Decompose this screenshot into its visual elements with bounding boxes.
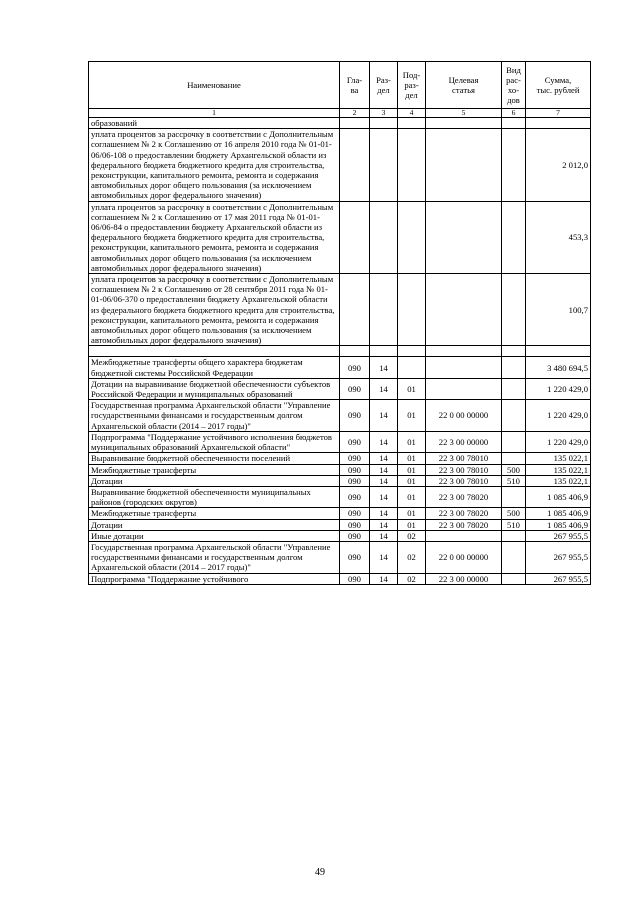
cell-subsection: 01 bbox=[398, 400, 426, 432]
table-row bbox=[89, 530, 591, 541]
cell-chapter: 090 bbox=[340, 541, 370, 573]
cell-target-article bbox=[426, 201, 502, 273]
cell-target-article: 22 3 00 78020 bbox=[426, 519, 502, 530]
cell-chapter bbox=[340, 201, 370, 273]
cell-name: Государственная программа Архангельской области "Управление государственными финансами и государственным долгом Архангельской области (2014 – 2017 годы)" bbox=[89, 541, 340, 573]
cell-amount: 1 220 429,0 bbox=[526, 431, 591, 452]
cell-section: 14 bbox=[370, 486, 398, 507]
cell-target-article bbox=[426, 129, 502, 201]
cell-name: Дотации на выравнивание бюджетной обеспеченности субъектов Российской Федерации и муниципальных образований bbox=[89, 378, 340, 399]
cell-chapter bbox=[340, 346, 370, 357]
cell-name: Межбюджетные трансферты bbox=[89, 508, 340, 519]
cell-chapter: 090 bbox=[340, 357, 370, 378]
cell-target-article: 22 3 00 78010 bbox=[426, 475, 502, 486]
cell-expense-type bbox=[502, 573, 526, 584]
table-row bbox=[89, 573, 591, 584]
cell-chapter: 090 bbox=[340, 508, 370, 519]
cell-section: 14 bbox=[370, 464, 398, 475]
cell-chapter: 090 bbox=[340, 464, 370, 475]
table-header bbox=[89, 62, 591, 118]
cell-target-article bbox=[426, 346, 502, 357]
cell-amount: 267 955,5 bbox=[526, 530, 591, 541]
cell-section: 14 bbox=[370, 431, 398, 452]
cell-subsection: 01 bbox=[398, 508, 426, 519]
cell-name: уплата процентов за рассрочку в соответствии с Дополнительным соглашением № 2 к Соглашению от 16 апреля 2010 года № 01-01-06/06-108 о предоставлении бюджету Архангельской области из федерального бюджета бюджетного кредита для строительства, реконструкции, капитального ремонта, ремонта и содержания автомобильных дорог общего пользования (за исключением автомобильных дорог федерального значения) bbox=[89, 129, 340, 201]
column-number-row bbox=[89, 109, 591, 118]
cell-amount: 1 085 406,9 bbox=[526, 508, 591, 519]
table-row bbox=[89, 519, 591, 530]
cell-amount: 100,7 bbox=[526, 274, 591, 346]
cell-target-article: 22 0 00 00000 bbox=[426, 400, 502, 432]
cell-subsection bbox=[398, 118, 426, 129]
cell-name: уплата процентов за рассрочку в соответствии с Дополнительным соглашением № 2 к Соглашению от 17 мая 2011 года № 01-01-06/06-84 о предоставлении бюджету Архангельской области из федерального бюджета бюджетного кредита для строительства, реконструкции, капитального ремонта, ремонта и содержания автомобильных дорог общего пользования (за исключением автомобильных дорог федерального значения) bbox=[89, 201, 340, 273]
cell-amount: 1 220 429,0 bbox=[526, 378, 591, 399]
cell-name: Дотации bbox=[89, 475, 340, 486]
cell-expense-type: 510 bbox=[502, 475, 526, 486]
cell-section: 14 bbox=[370, 530, 398, 541]
table-row bbox=[89, 464, 591, 475]
column-number-chapter: 2 bbox=[340, 109, 370, 118]
cell-section bbox=[370, 201, 398, 273]
cell-subsection: 01 bbox=[398, 453, 426, 464]
cell-expense-type: 500 bbox=[502, 464, 526, 475]
cell-subsection bbox=[398, 129, 426, 201]
cell-chapter: 090 bbox=[340, 519, 370, 530]
cell-target-article: 22 3 00 78010 bbox=[426, 464, 502, 475]
budget-table bbox=[88, 61, 591, 585]
cell-section: 14 bbox=[370, 519, 398, 530]
cell-target-article: 22 0 00 00000 bbox=[426, 541, 502, 573]
cell-subsection: 01 bbox=[398, 486, 426, 507]
cell-amount: 135 022,1 bbox=[526, 464, 591, 475]
cell-target-article bbox=[426, 274, 502, 346]
cell-amount: 3 480 694,5 bbox=[526, 357, 591, 378]
cell-name: Выравнивание бюджетной обеспеченности муниципальных районов (городских округов) bbox=[89, 486, 340, 507]
cell-amount: 135 022,1 bbox=[526, 475, 591, 486]
column-number-section: 3 bbox=[370, 109, 398, 118]
table-row bbox=[89, 508, 591, 519]
cell-amount bbox=[526, 118, 591, 129]
cell-chapter: 090 bbox=[340, 431, 370, 452]
cell-subsection bbox=[398, 201, 426, 273]
table-row bbox=[89, 453, 591, 464]
cell-expense-type bbox=[502, 357, 526, 378]
header-cell-amount: Сумма, тыс. рублей bbox=[526, 62, 591, 109]
cell-subsection: 01 bbox=[398, 475, 426, 486]
cell-subsection: 02 bbox=[398, 573, 426, 584]
cell-subsection: 02 bbox=[398, 530, 426, 541]
cell-expense-type bbox=[502, 486, 526, 507]
table-row bbox=[89, 357, 591, 378]
cell-expense-type bbox=[502, 541, 526, 573]
cell-subsection: 01 bbox=[398, 464, 426, 475]
cell-amount: 1 085 406,9 bbox=[526, 486, 591, 507]
cell-chapter bbox=[340, 129, 370, 201]
cell-expense-type bbox=[502, 400, 526, 432]
cell-section bbox=[370, 118, 398, 129]
cell-section: 14 bbox=[370, 453, 398, 464]
table-row bbox=[89, 475, 591, 486]
cell-chapter: 090 bbox=[340, 378, 370, 399]
cell-amount bbox=[526, 346, 591, 357]
cell-name: уплата процентов за рассрочку в соответствии с Дополнительным соглашением № 2 к Соглашению от 28 сентября 2011 года № 01-01-06/06-370 о предоставлении бюджету Архангельской области из федерального бюджета бюджетного кредита для строительства, реконструкции, капитального ремонта, ремонта и содержания автомобильных дорог общего пользования (за исключением автомобильных дорог федерального значения) bbox=[89, 274, 340, 346]
cell-expense-type: 500 bbox=[502, 508, 526, 519]
column-number-expense-type: 6 bbox=[502, 109, 526, 118]
table-row bbox=[89, 274, 591, 346]
cell-name: Дотации bbox=[89, 519, 340, 530]
header-row bbox=[89, 62, 591, 109]
cell-subsection bbox=[398, 357, 426, 378]
cell-target-article bbox=[426, 357, 502, 378]
cell-subsection: 02 bbox=[398, 541, 426, 573]
cell-expense-type bbox=[502, 431, 526, 452]
cell-amount: 135 022,1 bbox=[526, 453, 591, 464]
cell-name: Подпрограмма "Поддержание устойчивого исполнения бюджетов муниципальных образований Архангельской области" bbox=[89, 431, 340, 452]
cell-target-article: 22 3 00 78010 bbox=[426, 453, 502, 464]
cell-expense-type bbox=[502, 453, 526, 464]
cell-amount: 1 085 406,9 bbox=[526, 519, 591, 530]
cell-name: Иные дотации bbox=[89, 530, 340, 541]
cell-name: Межбюджетные трансферты общего характера бюджетам бюджетной системы Российской Федерации bbox=[89, 357, 340, 378]
table-row bbox=[89, 118, 591, 129]
table-row bbox=[89, 346, 591, 357]
cell-expense-type bbox=[502, 118, 526, 129]
cell-section: 14 bbox=[370, 357, 398, 378]
cell-name: Подпрограмма "Поддержание устойчивого bbox=[89, 573, 340, 584]
cell-expense-type bbox=[502, 129, 526, 201]
cell-target-article: 22 3 00 78020 bbox=[426, 508, 502, 519]
table-row bbox=[89, 129, 591, 201]
header-cell-chapter: Гла- ва bbox=[340, 62, 370, 109]
cell-expense-type bbox=[502, 201, 526, 273]
cell-name bbox=[89, 346, 340, 357]
cell-chapter bbox=[340, 274, 370, 346]
table-row bbox=[89, 378, 591, 399]
cell-expense-type: 510 bbox=[502, 519, 526, 530]
header-cell-section: Раз- дел bbox=[370, 62, 398, 109]
cell-target-article: 22 3 00 00000 bbox=[426, 573, 502, 584]
table-row bbox=[89, 541, 591, 573]
cell-expense-type bbox=[502, 378, 526, 399]
cell-section: 14 bbox=[370, 508, 398, 519]
cell-target-article bbox=[426, 530, 502, 541]
table-body bbox=[89, 118, 591, 585]
header-cell-expense-type: Вид рас- хо- дов bbox=[502, 62, 526, 109]
cell-amount: 1 220 429,0 bbox=[526, 400, 591, 432]
header-cell-target-article: Целевая статья bbox=[426, 62, 502, 109]
cell-amount: 267 955,5 bbox=[526, 541, 591, 573]
cell-target-article bbox=[426, 378, 502, 399]
cell-target-article: 22 3 00 78020 bbox=[426, 486, 502, 507]
column-number-target-article: 5 bbox=[426, 109, 502, 118]
cell-chapter bbox=[340, 118, 370, 129]
cell-chapter: 090 bbox=[340, 486, 370, 507]
cell-name: Выравнивание бюджетной обеспеченности поселений bbox=[89, 453, 340, 464]
header-cell-name: Наименование bbox=[89, 62, 340, 109]
cell-subsection: 01 bbox=[398, 519, 426, 530]
cell-subsection bbox=[398, 274, 426, 346]
cell-chapter: 090 bbox=[340, 573, 370, 584]
cell-section: 14 bbox=[370, 573, 398, 584]
table-row bbox=[89, 431, 591, 452]
column-number-subsection: 4 bbox=[398, 109, 426, 118]
cell-expense-type bbox=[502, 274, 526, 346]
cell-target-article: 22 3 00 00000 bbox=[426, 431, 502, 452]
cell-subsection: 01 bbox=[398, 431, 426, 452]
cell-chapter: 090 bbox=[340, 400, 370, 432]
cell-expense-type bbox=[502, 530, 526, 541]
cell-target-article bbox=[426, 118, 502, 129]
column-number-amount: 7 bbox=[526, 109, 591, 118]
cell-chapter: 090 bbox=[340, 453, 370, 464]
cell-section bbox=[370, 129, 398, 201]
page-number: 49 bbox=[315, 867, 325, 878]
cell-amount: 267 955,5 bbox=[526, 573, 591, 584]
column-number-name: 1 bbox=[89, 109, 340, 118]
cell-section bbox=[370, 346, 398, 357]
cell-amount: 453,3 bbox=[526, 201, 591, 273]
cell-section bbox=[370, 274, 398, 346]
cell-chapter: 090 bbox=[340, 530, 370, 541]
table-row bbox=[89, 201, 591, 273]
cell-subsection bbox=[398, 346, 426, 357]
table-row bbox=[89, 486, 591, 507]
cell-name: образований bbox=[89, 118, 340, 129]
header-cell-subsection: Под- раз- дел bbox=[398, 62, 426, 109]
cell-chapter: 090 bbox=[340, 475, 370, 486]
cell-name: Межбюджетные трансферты bbox=[89, 464, 340, 475]
cell-section: 14 bbox=[370, 400, 398, 432]
cell-name: Государственная программа Архангельской области "Управление государственными финансами и государственным долгом Архангельской области (2014 – 2017 годы)" bbox=[89, 400, 340, 432]
cell-section: 14 bbox=[370, 475, 398, 486]
cell-amount: 2 012,0 bbox=[526, 129, 591, 201]
cell-section: 14 bbox=[370, 541, 398, 573]
cell-section: 14 bbox=[370, 378, 398, 399]
table-row bbox=[89, 400, 591, 432]
cell-subsection: 01 bbox=[398, 378, 426, 399]
cell-expense-type bbox=[502, 346, 526, 357]
